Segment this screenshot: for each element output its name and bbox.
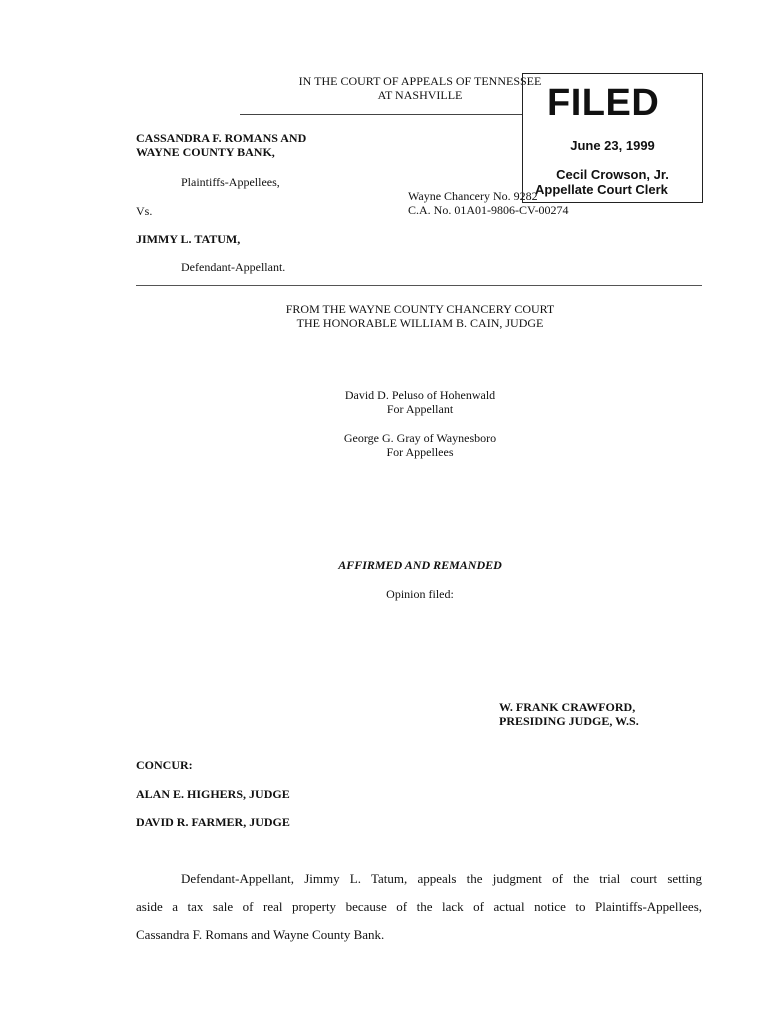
origin-court-line-2: THE HONORABLE WILLIAM B. CAIN, JUDGE: [296, 316, 544, 330]
caption-divider: [136, 285, 702, 286]
counsel-role: For Appellees: [386, 445, 454, 459]
opinion-body-line: Defendant-Appellant, Jimmy L. Tatum, appeals the judgment of the trial court setting: [181, 871, 702, 886]
defendant-role: Defendant-Appellant.: [181, 260, 286, 274]
opinion-body-line: aside a tax sale of real property because of the lack of actual notice to Plaintiffs-Appellees,: [136, 899, 702, 914]
counsel-name: David D. Peluso of Hohenwald: [344, 388, 496, 402]
plaintiff-names: [136, 131, 306, 159]
origin-court-line-1: FROM THE WAYNE COUNTY CHANCERY COURT: [285, 302, 555, 316]
counsel-appellees: [260, 431, 580, 459]
trial-case-number: Wayne Chancery No. 9282: [408, 189, 538, 203]
header-divider: [240, 114, 522, 115]
author-judge-name: W. FRANK CRAWFORD,: [499, 700, 636, 714]
concur-label: CONCUR:: [136, 758, 193, 772]
opinion-filed-label: Opinion filed:: [386, 587, 454, 601]
court-location: AT NASHVILLE: [377, 88, 463, 102]
defendant-name: JIMMY L. TATUM,: [136, 232, 241, 246]
counsel-name: George G. Gray of Waynesboro: [343, 431, 497, 445]
plaintiff-line-2: WAYNE COUNTY BANK,: [136, 145, 275, 159]
author-judge: [499, 700, 639, 728]
concurring-judge: ALAN E. HIGHERS, JUDGE: [136, 787, 290, 801]
origin-court: [200, 302, 640, 330]
filed-stamp: [522, 73, 703, 203]
plaintiff-role: Plaintiffs-Appellees,: [181, 175, 280, 189]
court-name: IN THE COURT OF APPEALS OF TENNESSEE: [298, 74, 542, 88]
plaintiff-line-1: CASSANDRA F. ROMANS AND: [136, 131, 307, 145]
appeal-case-number: C.A. No. 01A01-9806-CV-00274: [408, 203, 569, 217]
counsel-appellant: [260, 388, 580, 416]
filed-stamp-date: June 23, 1999: [570, 138, 655, 153]
opinion-body-line: Cassandra F. Romans and Wayne County Bank.: [136, 927, 385, 942]
filed-stamp-word: FILED: [547, 82, 660, 124]
concurring-judge: DAVID R. FARMER, JUDGE: [136, 815, 290, 829]
author-judge-title: PRESIDING JUDGE, W.S.: [499, 714, 639, 728]
versus-label: Vs.: [136, 204, 153, 218]
counsel-role: For Appellant: [386, 402, 454, 416]
clerk-title: Appellate Court Clerk: [535, 182, 668, 197]
clerk-name: Cecil Crowson, Jr.: [556, 167, 669, 182]
disposition: AFFIRMED AND REMANDED: [338, 558, 502, 572]
